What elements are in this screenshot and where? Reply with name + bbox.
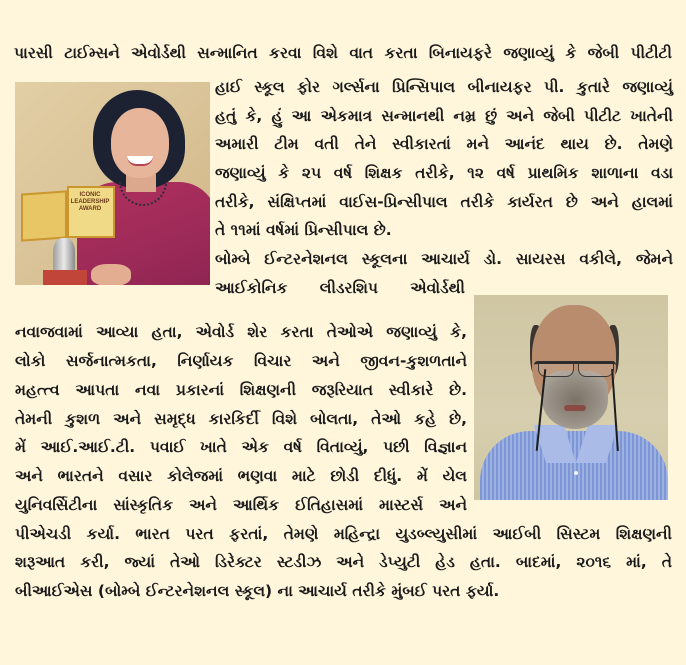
- article-line: તે ૧૧માં વર્ષમાં પ્રિન્સીપાલ છે.: [215, 221, 392, 239]
- principal-award-photo: [15, 82, 210, 285]
- article-line: તેમની કુશળ અને સમૃદ્ધ કારકિર્દી વિશે બોલતા, તેઓ કહે છે,: [15, 410, 467, 428]
- article-line: હાઈ સ્કૂલ ફોર ગર્લ્સના પ્રિન્સિપાલ બીનાયફર પી. કુતારે જણાવ્યું: [215, 78, 673, 96]
- article-line: તરીકે, સંક્ષિપ્તમાં વાઈસ-પ્રિન્સીપાલ તરીકે કાર્યરત છે અને હાલમાં: [215, 193, 673, 211]
- article-line: બીઆઈએસ (બોમ્બે ઈન્ટરનેશનલ સ્કૂલ) ના આચાર્ય તરીકે મુંબઈ પરત ફર્યા.: [15, 582, 500, 600]
- trophy-base: [43, 270, 87, 285]
- article-line: આઈકોનિક લીડરશિપ એવોર્ડથી: [215, 279, 465, 297]
- mouth-shape: [564, 405, 586, 411]
- article-line: યુનિવર્સિટીના સાંસ્કૃતિક અને આર્થિક ઈતિહાસમાં માસ્ટર્સ અને: [15, 496, 467, 514]
- trophy-plaque-left: [21, 190, 67, 241]
- trophy-cup-icon: [53, 238, 75, 272]
- article-line: શરૂઆત કરી, જ્યાં તેઓ ડિરેક્ટર સ્ટડીઝ અને ડેપ્યુટી હેડ હતા. બાદમાં, ૨૦૧૬ માં, તે: [15, 553, 672, 571]
- article-line: નવાજવામાં આવ્યા હતા, એવોર્ડ શેર કરતા તેઓએ જણાવ્યું કે,: [15, 323, 467, 341]
- article-line: બોમ્બે ઈન્ટરનેશનલ સ્કૂલના આચાર્ય ડો. સાયરસ વકીલે, જેમને: [215, 250, 673, 268]
- article-line: હતું કે, હું આ એકમાત્ર સન્માનથી નમ્ર છું અને જેબી પીટીટ ખાતેની: [215, 107, 673, 125]
- shirt-button: [574, 471, 578, 475]
- principal-portrait-photo: [474, 295, 668, 500]
- award-text-line: ICONIC: [79, 192, 101, 198]
- glasses-frame: [534, 361, 616, 378]
- award-text-line: AWARD: [78, 206, 102, 212]
- article-line: મેં આઈ.આઈ.ટી. પવાઈ ખાતે એક વર્ષ વિતાવ્યું, પછી વિજ્ઞાન: [15, 438, 467, 456]
- article-line: મહત્ત્વ આપતા નવા પ્રકારનાં શિક્ષણની જરૂરિયાત સ્વીકારે છે.: [15, 381, 467, 399]
- award-text-line: LEADERSHIP: [70, 199, 110, 205]
- article-line: લોકો સર્જનાત્મકતા, નિર્ણાયક વિચાર અને જીવન-કુશળતાને: [15, 352, 467, 370]
- beard-shape: [542, 371, 608, 429]
- article-line: પીએચડી કર્યા. ભારત પરત ફરતાં, તેમણે મહિન્દ્રા યુડબ્લ્યુસીમાં આઈબી સિસ્ટમ શિક્ષણની: [15, 525, 672, 543]
- award-label: [70, 192, 110, 213]
- article-line: અને ભારતને વસાર કોલેજમાં ભણવા માટે છોડી દીધું. મેં યેલ: [15, 467, 467, 485]
- article-line: જણાવ્યું કે ૨૫ વર્ષ શિક્ષક તરીકે, ૧૨ વર્ષ પ્રાથમિક શાળાના વડા: [215, 164, 673, 182]
- hand-shape: [91, 264, 131, 285]
- article-line: પારસી ટાઈમ્સને એવોર્ડથી સન્માનિત કરવા વિશે વાત કરતા બિનાયફરે જણાવ્યું કે જેબી પીટીટી: [14, 44, 672, 62]
- shirt-shape: [480, 431, 668, 500]
- face-shape: [111, 108, 169, 178]
- article-line: અમારી ટીમ વતી તેને સ્વીકારતાં મને આનંદ થાય છે. તેમણે: [215, 135, 673, 153]
